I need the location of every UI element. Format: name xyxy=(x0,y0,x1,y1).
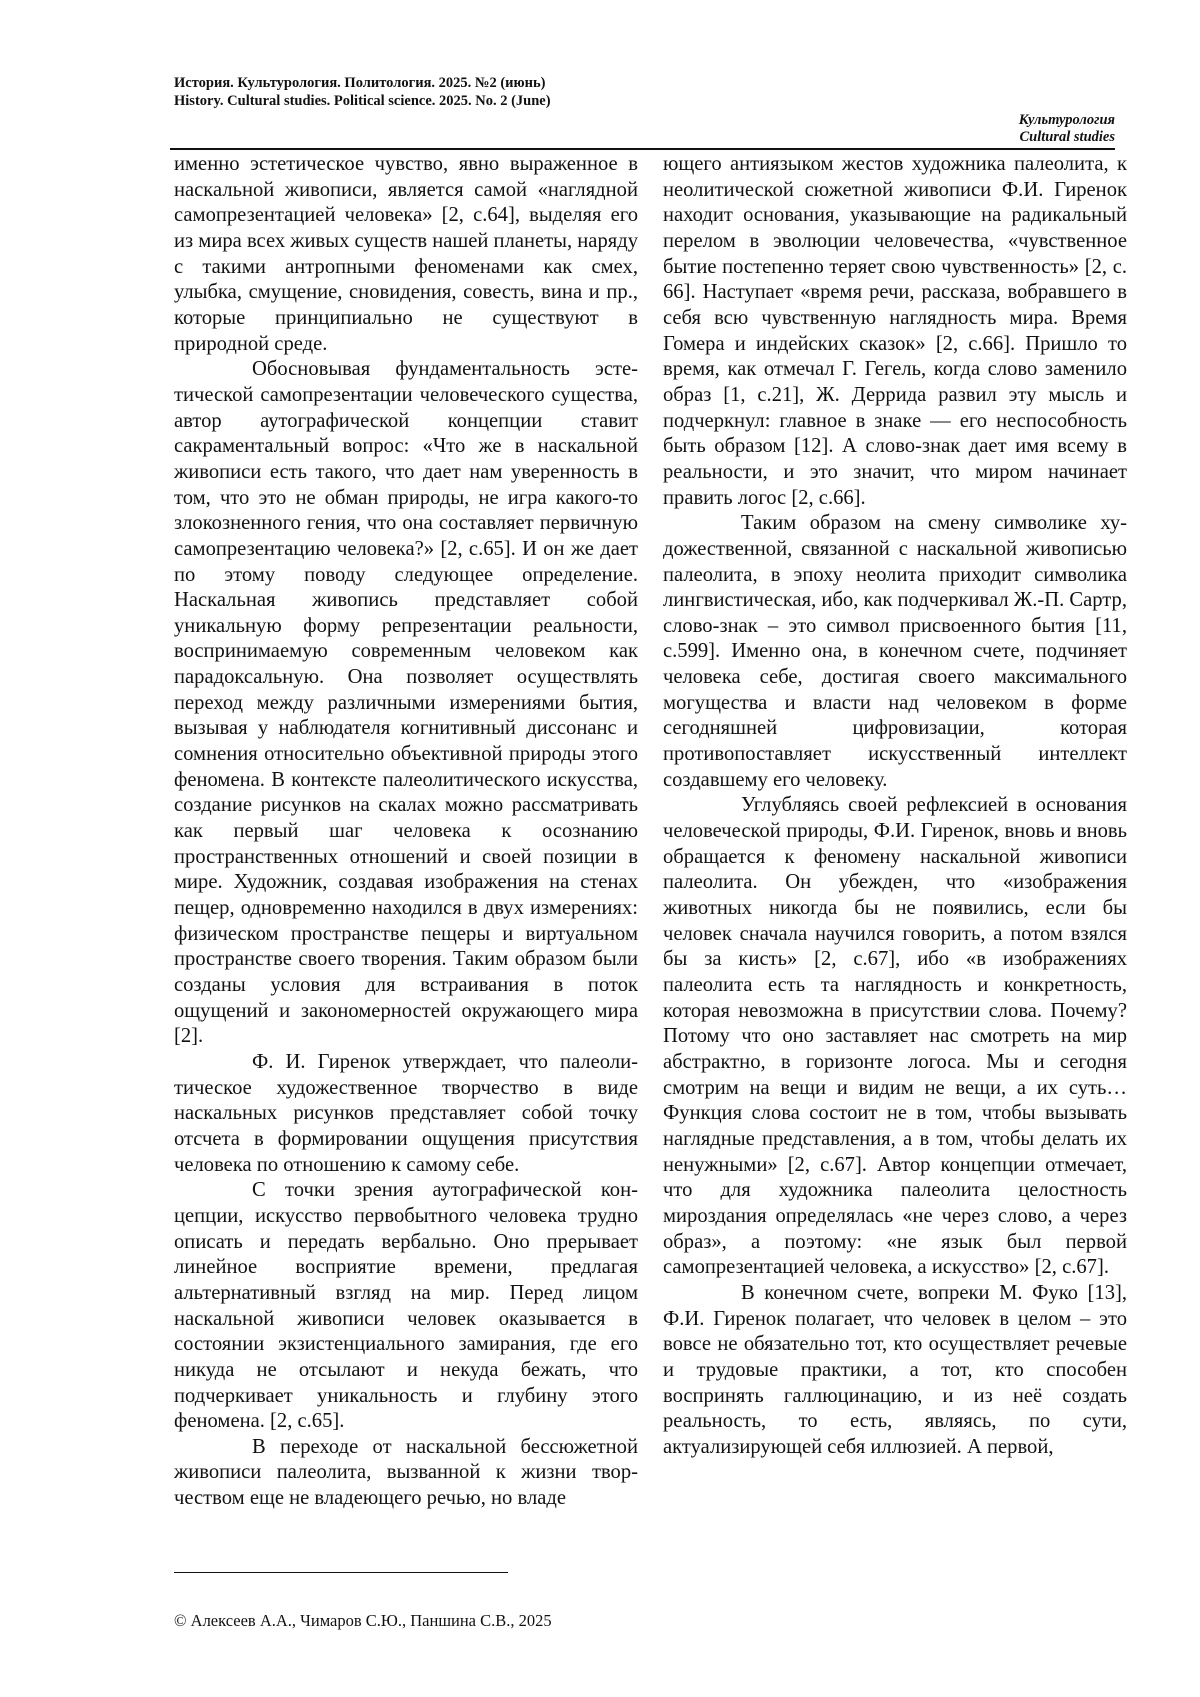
right-column xyxy=(663,152,1127,1460)
paragraph: именно эстетическое чувство, явно выраженное в наскальной живописи, является самой «наглядной самопрезентацией человека» [2, с.64], выделяя его из мира всех живых существ нашей планеты, наряду с такими антропными феноменами как смех, улыбка, смущение, сновидения, совесть, вина и пр., которые принципиально не существуют в природной среде. xyxy=(174,153,638,355)
paragraph: С точки зрения аутографической концепции, искусство первобытного человека трудно описать и передать вербально. Оно прерывает линейное восприятие времени, предлагая альтернативный взгляд на мир. Перед лицом наскальной живописи человек оказывается в состоянии экзистенциального замирания, где его никуда не отсылают и некуда бежать, что подчеркивает уникальность и глубину этого феномена. [2, с.65]. xyxy=(174,1179,638,1433)
paragraph: Ф. И. Гиренок утверждает, что палеолитическое художественное творчество в виде наскальных рисунков представляет собой точку отсчета в формировании ощущения присутствия человека по отношению к самому себе. xyxy=(174,1050,638,1176)
left-column xyxy=(174,152,638,1512)
paragraph: Таким образом на смену символике художественной, связанной с наскальной живописью палеолита, в эпоху неолита приходит символика лингвистическая, ибо, как подчеркивал Ж.-П. Сартр, слово-знак – это символ присвоенного бытия [11, с.599]. Именно она, в конечном счете, подчиняет человека себе, достигая своего максимального могущества и власти над человеком в форме сегодняшней цифровизации, которая противопоставляет искусственный интеллект создавшему его человеку. xyxy=(663,512,1127,791)
journal-header xyxy=(174,74,551,110)
paragraph: ющего антиязыком жестов художника палеолита, к неолитической сюжетной живописи Ф.И. Гиренок находит основания, указывающие на радикальный перелом в эволюции человечества, «чувственное бытие постепенно теряет свою чувственность» [2, с. 66]. Наступает «время речи, рассказа, вобравшего в себя всю чувственную наглядность мира. Время Гомера и индейских сказок» [2, с.66]. Пришло то время, как отмечал Г. Гегель, когда слово заменило образ [1, с.21], Ж. Деррида развил эту мысль и подчеркнул: главное в знаке — его неспособность быть образом [12]. А слово-знак дает имя всему в реальности, и это значит, что миром начинает править логос [2, с.66]. xyxy=(663,153,1127,509)
section-title-ru: Культурология xyxy=(1018,112,1115,128)
journal-title-en: History. Cultural studies. Political science. 2025. No. 2 (June) xyxy=(174,93,551,109)
header-divider xyxy=(170,148,1115,150)
section-title-en: Cultural studies xyxy=(1019,129,1115,145)
paragraph: Обосновывая фундаментальность эстетической самопрезентации человеческого существа, автор аутографической концепции ставит сакраментальный вопрос: «Что же в наскальной живописи есть такого, что дает нам уверенность в том, что это не обман природы, не игра какого-то злокозненного гения, что она составляет первичную самопрезентацию человека?» [2, с.65]. И он же дает по этому поводу следующее определение. Наскальная живопись представляет собой уникальную форму репрезентации реальности, воспринимаемую современным человеком как парадоксальную. Она позволяет осуществлять переход между различными измерениями бытия, вызывая у наблюдателя когнитивный диссонанс и сомнения относительно объективной природы этого феномена. В контексте палеолитического искусства, создание рисунков на скалах можно рассматривать как первый шаг человека к осознанию пространственных отношений и своей позиции в мире. Художник, создавая изображения на стенах пещер, одновременно находился в двух измерениях: физическом пространстве пещеры и виртуальном пространстве своего творения. Таким образом были созданы условия для встраивания в поток ощущений и закономерностей окружающего мира [2]. xyxy=(174,358,638,1048)
paragraph: В переходе от наскальной бессюжетной живописи палеолита, вызванной к жизни творчеством еще не владеющего речью, но владе xyxy=(174,1435,638,1510)
paragraph: Углубляясь своей рефлексией в основания человеческой природы, Ф.И. Гиренок, вновь и вновь обращается к феномену наскальной живописи палеолита. Он убежден, что «изображения животных никогда бы не появились, если бы человек сначала научился говорить, а потом взялся бы за кисть» [2, с.67], ибо «в изображениях палеолита есть та наглядность и конкретность, которая невозможна в присутствии слова. Почему? Потому что оно заставляет нас смотреть на мир абстрактно, в горизонте логоса. Мы и сегодня смотрим на вещи и видим не вещи, а их суть… Функция слова состоит не в том, чтобы вызывать наглядные представления, а в том, чтобы делать их ненужными» [2, с.67]. Автор концепции отмечает, что для художника палеолита целостность мироздания определялась «не через слово, а через образ», а поэтому: «не язык был первой самопрезентацией человека, а искусство» [2, с.67]. xyxy=(663,794,1127,1279)
copyright-notice: © Алексеев А.А., Чимаров С.Ю., Паншина С.В., 2025 xyxy=(174,1611,552,1630)
paragraph: В конечном счете, вопреки М. Фуко [13], Ф.И. Гиренок полагает, что человек в целом – это вовсе не обязательно тот, кто осуществляет речевые и трудовые практики, а тот, кто способен воспринять галлюцинацию, и из неё создать реальность, то есть, являясь, по сути, актуализирующей себя иллюзией. А первой, xyxy=(663,1281,1127,1458)
footnote-divider xyxy=(174,1572,508,1573)
journal-title-ru: История. Культурология. Политология. 2025. №2 (июнь) xyxy=(174,75,546,91)
section-header xyxy=(1019,112,1115,146)
